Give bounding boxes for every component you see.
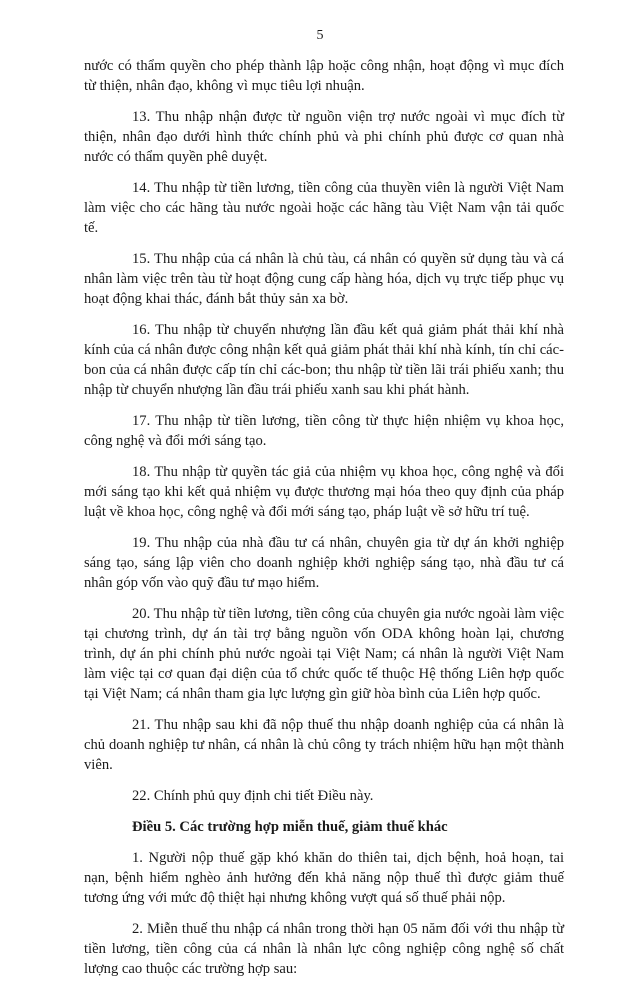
article-heading: Điều 5. Các trường hợp miễn thuế, giảm thuế khác bbox=[132, 819, 448, 835]
paragraph-item-19: 19. Thu nhập của nhà đầu tư cá nhân, chuyên gia từ dự án khởi nghiệp sáng tạo, sáng lập viên cho doanh nghiệp khởi nghiệp sáng tạo, nhà đầu tư cá nhân góp vốn vào quỹ đầu tư mạo hiểm. bbox=[84, 535, 564, 591]
paragraph-item-21: 21. Thu nhập sau khi đã nộp thuế thu nhập doanh nghiệp của cá nhân là chủ doanh nghiệp tư nhân, cá nhân là chủ công ty trách nhiệm hữu hạn một thành viên. bbox=[84, 717, 564, 773]
paragraph-clause-1: 1. Người nộp thuế gặp khó khăn do thiên tai, dịch bệnh, hoả hoạn, tai nạn, bệnh hiểm nghèo ảnh hưởng đến khả năng nộp thuế thì được giảm thuế tương ứng với mức độ thiệt hại nhưng không vượt quá số thuế phải nộp. bbox=[84, 850, 564, 906]
paragraph-item-14: 14. Thu nhập từ tiền lương, tiền công của thuyền viên là người Việt Nam làm việc cho các hãng tàu nước ngoài hoặc các hãng tàu Việt Nam vận tải quốc tế. bbox=[84, 180, 564, 236]
paragraph-item-22: 22. Chính phủ quy định chi tiết Điều này. bbox=[132, 788, 374, 804]
paragraph-item-17: 17. Thu nhập từ tiền lương, tiền công từ thực hiện nhiệm vụ khoa học, công nghệ và đổi mới sáng tạo. bbox=[84, 413, 564, 449]
paragraph-item-16: 16. Thu nhập từ chuyển nhượng lần đầu kết quả giảm phát thải khí nhà kính của cá nhân được công nhận kết quả giảm phát thải khí nhà kính, tín chỉ các-bon của cá nhân được cấp tín chỉ các-bon; thu nhập từ tiền lãi trái phiếu xanh; thu nhập từ chuyển nhượng lần đầu trái phiếu xanh sau khi phát hành. bbox=[84, 322, 564, 398]
paragraph-item-18: 18. Thu nhập từ quyền tác giả của nhiệm vụ khoa học, công nghệ và đổi mới sáng tạo khi kết quả nhiệm vụ được thương mại hóa theo quy định của pháp luật về khoa học, công nghệ và đổi mới sáng tạo, pháp luật về sở hữu trí tuệ. bbox=[84, 464, 564, 520]
paragraph-item-20: 20. Thu nhập từ tiền lương, tiền công của chuyên gia nước ngoài làm việc tại chương trình, dự án tài trợ bằng nguồn vốn ODA không hoàn lại, chương trình, dự án phi chính phủ nước ngoài tại Việt Nam; cá nhân là người Việt Nam làm việc tại cơ quan đại diện của tổ chức quốc tế thuộc Hệ thống Liên hợp quốc tại Việt Nam; cá nhân tham gia lực lượng gìn giữ hòa bình của Liên hợp quốc. bbox=[84, 606, 564, 702]
page-number: 5 bbox=[316, 28, 324, 43]
paragraph-item-15: 15. Thu nhập của cá nhân là chủ tàu, cá nhân có quyền sử dụng tàu và cá nhân làm việc trên tàu từ hoạt động cung cấp hàng hóa, dịch vụ trực tiếp phục vụ hoạt động khai thác, đánh bắt thủy sản xa bờ. bbox=[84, 251, 564, 307]
document-body bbox=[84, 56, 564, 990]
paragraph-clause-2: 2. Miễn thuế thu nhập cá nhân trong thời hạn 05 năm đối với thu nhập từ tiền lương, tiền công của cá nhân là nhân lực công nghiệp công nghệ số chất lượng cao thuộc các trường hợp sau: bbox=[84, 921, 564, 977]
paragraph-continuation: nước có thẩm quyền cho phép thành lập hoặc công nhận, hoạt động vì mục đích từ thiện, nhân đạo, không vì mục tiêu lợi nhuận. bbox=[84, 58, 564, 94]
paragraph-item-13: 13. Thu nhập nhận được từ nguồn viện trợ nước ngoài vì mục đích từ thiện, nhân đạo dưới hình thức chính phủ và phi chính phủ được cơ quan nhà nước có thẩm quyền phê duyệt. bbox=[84, 109, 564, 165]
